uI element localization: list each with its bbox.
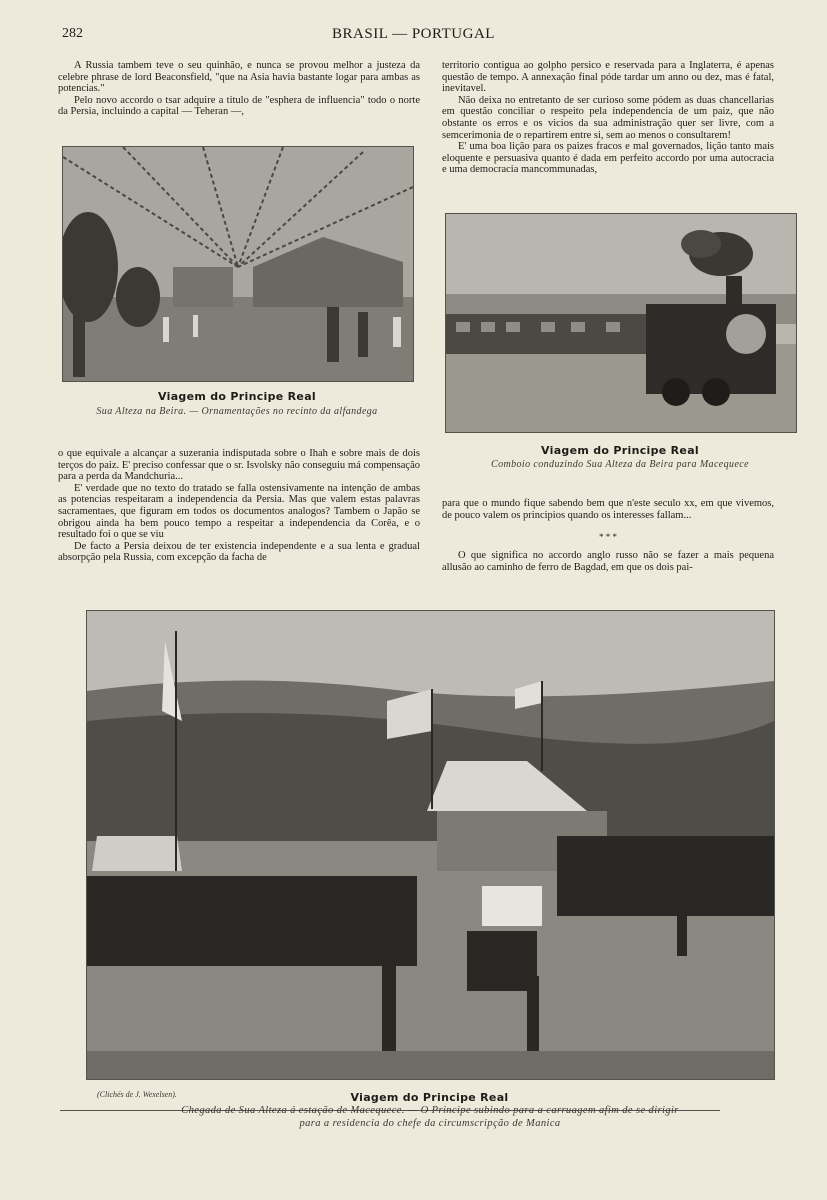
- photo-title: Viagem do Principe Real: [350, 1091, 509, 1104]
- page-number: 282: [62, 26, 83, 41]
- photo-caption: para a residencia do chefe da circumscripção de Manica: [299, 1118, 561, 1129]
- left-middle-column: [58, 448, 420, 564]
- paragraph: para que o mundo fique sabendo bem que n'este seculo xx, em que vivemos, de pouco valem os principios quando os interesses fallam...: [442, 498, 774, 521]
- photo-credit: (Clichés de J. Wexelsen).: [97, 1090, 177, 1099]
- paragraph: O que significa no accordo anglo russo não se fazer a mais pequena allusão ao caminho de ferro de Bagdad, em que os dois pai-: [442, 550, 774, 573]
- photo-caption: Sua Alteza na Beira. — Ornamentações no recinto da alfandega: [96, 406, 378, 417]
- section-separator: * * *: [599, 532, 617, 543]
- paragraph: De facto a Persia deixou de ter existencia independente e a sua lenta e gradual absorpção pela Russia, com excepção da facha de: [58, 540, 420, 564]
- running-header: BRASIL — PORTUGAL: [332, 26, 495, 42]
- photo-title: Viagem do Principe Real: [541, 444, 699, 457]
- photo-title: Viagem do Principe Real: [158, 390, 316, 403]
- photo-caption: Chegada de Sua Alteza á estação de Macequece. — O Principe subindo para a carruagem afim de se dirigir: [181, 1105, 679, 1116]
- paragraph: E' verdade que no texto do tratado se falla ostensivamente na intenção de ambas as potencias respeitaram a independencia da Persia. Mas que valem estas palavras sacramentaes, que figuram em todos os documentos analogos? Tambem o Japão se obrigou ainda ha bem pouco tempo a respeitar a independencia da Corêa, e o resultado foi o que se viu: [58, 482, 420, 541]
- paragraph: A Russia tambem teve o seu quinhão, e nunca se provou melhor a justeza da celebre phrase de lord Beaconsfield, "que na Asia havia bastante logar para ambas as potencias.": [58, 60, 420, 95]
- paragraph: territorio contigua ao golpho persico e reservada para a Inglaterra, é apenas questão de tempo. A annexação final póde tardar um anno ou dez, mas é fatal, inevitavel.: [442, 60, 774, 95]
- right-middle-column: [442, 498, 774, 573]
- photo-train: [445, 213, 797, 433]
- photo-alfandega: [62, 146, 414, 382]
- paragraph: E' uma boa lição para os paizes fracos e mal governados, lição tanto mais eloquente e persuasiva quanto é dada em perfeito accordo por uma autocracia e uma democracia mancommunadas,: [442, 141, 774, 176]
- paragraph: Pelo novo accordo o tsar adquire a titulo de "esphera de influencia" todo o norte da Persia, incluindo a capital — Teheran —,: [58, 94, 420, 118]
- photo-macequece-station: [86, 610, 775, 1080]
- right-top-column: [442, 60, 774, 176]
- paragraph: o que equivale a alcançar a suzerania indisputada sobre o Ihah e sobre mais de dois terços do paiz. E' preciso confessar que o sr. Isvolsky não conseguiu má compensação para a perda da Mandchuria...: [58, 448, 420, 483]
- paragraph: Não deixa no entretanto de ser curioso some pódem as duas chancellarias em questão conciliar o respeito pela independencia de um paiz, que não obstante os erros e os vicios da sua administração quer ser livre, com a semcerimonia de o repartirem entre si, sem ao menos o consultarem!: [442, 94, 774, 141]
- left-top-column: [58, 60, 420, 118]
- photo-caption: Comboio conduzindo Sua Alteza da Beira para Macequece: [491, 459, 749, 470]
